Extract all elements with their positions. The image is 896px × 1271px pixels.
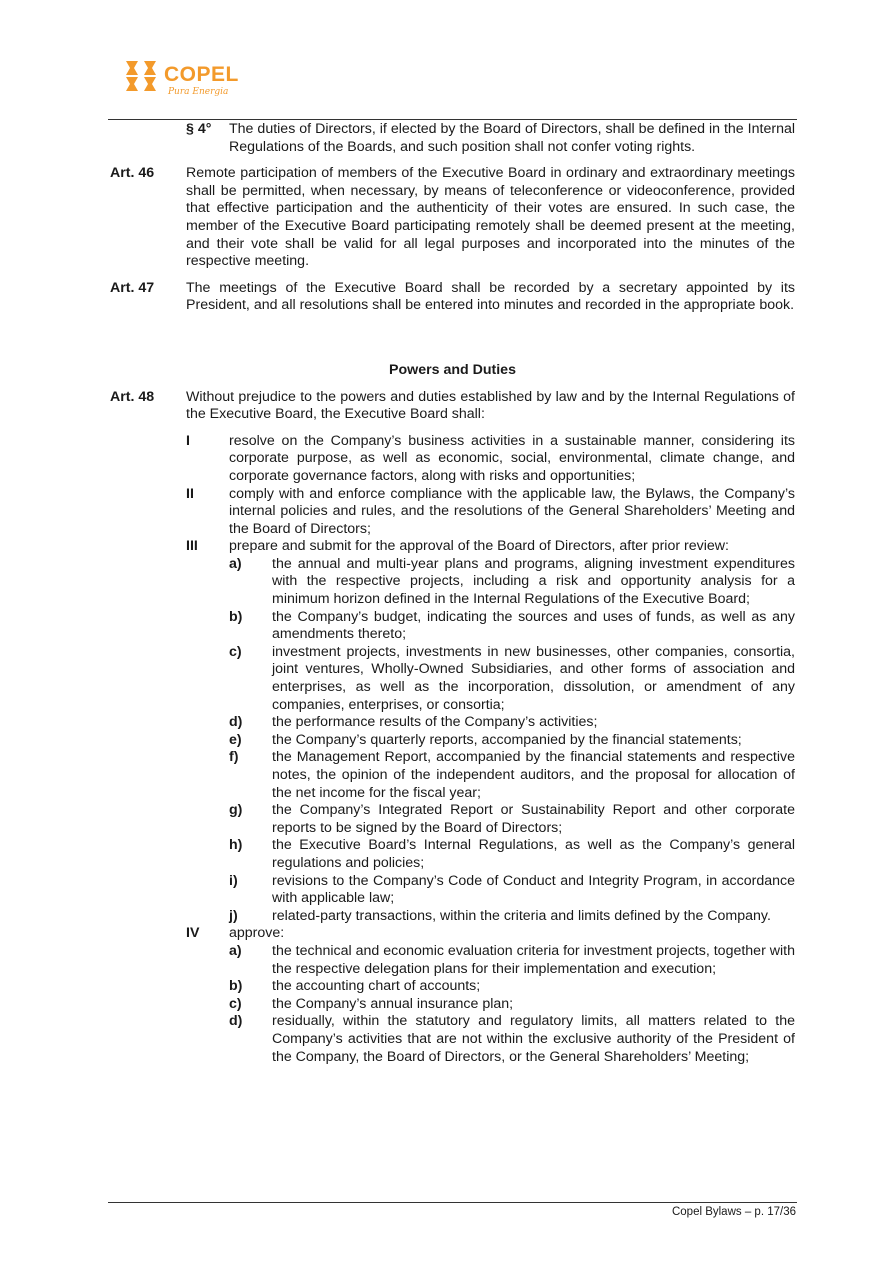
list-item-ii — [186, 486, 795, 539]
sub-item-text: residually, within the statutory and regulatory limits, all matters related to the Company’s activities that are not within the exclusive authority of the President of the Company, the Board of Directors, or the General Shareholders’ Meeting; — [272, 1013, 795, 1065]
item-text: comply with and enforce compliance with the applicable law, the Bylaws, the Company’s internal policies and rules, and the resolutions of the General Shareholders’ Meeting and the Board of Directors; — [229, 485, 795, 537]
sub-item-text: the Company’s quarterly reports, accompanied by the financial statements; — [272, 731, 742, 748]
article-47 — [110, 280, 795, 315]
paragraph-label: § 4° — [186, 121, 212, 137]
sub-item-text: the performance results of the Company’s activities; — [272, 714, 598, 731]
sub-item-text: investment projects, investments in new businesses, other companies, consortia, joint ventures, Wholly-Owned Subsidiaries, and other forms of association and enterprises, as well as the incorporation, dissolution, or amendment of any companies, enterprises, or consortia; — [272, 643, 795, 713]
sub-item-label: i) — [229, 872, 238, 889]
company-logo — [124, 57, 244, 101]
sub-item-label: j) — [229, 907, 238, 924]
sub-item-text: the technical and economic evaluation criteria for investment projects, together with the respective delegation plans for their implementation and execution; — [272, 942, 795, 977]
sub-item-text: the annual and multi-year plans and programs, aligning investment expenditures with the respective projects, including a risk and opportunity analysis for a minimum horizon defined in the Internal Regulations of the Executive Board; — [272, 555, 795, 608]
article-text: Remote participation of members of the Executive Board in ordinary and extraordinary meetings shall be permitted, when necessary, by means of teleconference or videoconference, provided that effective participation and the authenticity of their votes are ensured. In such case, the member of the Executive Board participating remotely shall be deemed present at the meeting, and their vote shall be valid for all legal purposes and incorporated into the minutes of the respective meeting. — [186, 165, 795, 270]
sub-item-label: h) — [229, 837, 243, 854]
sub-item-text: the Management Report, accompanied by the financial statements and respective notes, the opinion of the independent auditors, and the proposal for allocation of the net income for the fiscal year; — [272, 749, 795, 801]
item-label: I — [186, 432, 190, 449]
sub-item-label: e) — [229, 731, 242, 748]
sub-item-text: the Company’s Integrated Report or Sustainability Report and other corporate reports to be signed by the Board of Directors; — [272, 802, 795, 836]
sub-item-d — [229, 714, 795, 732]
article-label: Art. 48 — [110, 388, 155, 405]
item-label: IV — [186, 925, 200, 942]
list-item-iii — [186, 538, 795, 925]
article-label: Art. 46 — [110, 165, 155, 182]
sub-item-label: g) — [229, 802, 243, 819]
sub-item-text: the Executive Board’s Internal Regulations, as well as the Company’s general regulations and policies; — [272, 837, 795, 871]
item-text: approve: — [229, 925, 285, 942]
sub-item-h — [229, 837, 795, 872]
sub-item-a — [229, 943, 795, 978]
footer-divider — [108, 1202, 797, 1203]
header-divider — [108, 119, 797, 120]
paragraph-text: The duties of Directors, if elected by the Board of Directors, shall be defined in the Internal Regulations of the Boards, and such position shall not confer voting rights. — [229, 121, 795, 155]
sub-item-f — [229, 749, 795, 802]
sub-item-label: a) — [229, 942, 242, 959]
sub-item-text: the accounting chart of accounts; — [272, 978, 481, 995]
sub-item-c — [229, 644, 795, 714]
item-text: resolve on the Company’s business activities in a sustainable manner, considering its corporate purpose, as well as economic, social, environmental, climate change, and corporate governance factors, along with risks and opportunities; — [229, 432, 795, 484]
item-text: prepare and submit for the approval of the Board of Directors, after prior review: — [229, 538, 729, 555]
sub-item-label: d) — [229, 1013, 243, 1030]
sub-item-text: the Company’s annual insurance plan; — [272, 995, 514, 1012]
sub-item-label: a) — [229, 555, 242, 572]
sub-item-d — [229, 1013, 795, 1066]
sub-item-text: related-party transactions, within the criteria and limits defined by the Company. — [272, 907, 771, 924]
logo-wordmark: COPEL — [164, 63, 239, 86]
sub-item-a — [229, 556, 795, 609]
article-48-items — [186, 433, 795, 1066]
sub-item-c — [229, 996, 795, 1014]
document-body — [110, 121, 795, 1066]
item-content — [229, 538, 795, 925]
item-content — [229, 925, 795, 1066]
sub-item-j — [229, 908, 795, 926]
sub-item-label: b) — [229, 978, 243, 995]
article-48 — [110, 389, 795, 424]
article-text: Without prejudice to the powers and duties established by law and by the Internal Regulations of the Executive Board, the Executive Board shall: — [186, 388, 795, 423]
item-label: III — [186, 538, 198, 555]
list-item-iv — [186, 925, 795, 1066]
sub-item-label: f) — [229, 749, 239, 766]
page-footer: Copel Bylaws – p. 17/36 — [671, 1206, 796, 1218]
sub-item-label: c) — [229, 995, 242, 1012]
sub-item-label: d) — [229, 714, 243, 731]
sub-item-b — [229, 609, 795, 644]
paragraph-4 — [186, 121, 795, 156]
sub-item-text: the Company’s budget, indicating the sources and uses of funds, as well as any amendments thereto; — [272, 608, 795, 643]
item-label: II — [186, 485, 194, 502]
sub-item-e — [229, 732, 795, 750]
list-item-i — [186, 433, 795, 486]
sub-item-g — [229, 802, 795, 837]
article-text: The meetings of the Executive Board shall be recorded by a secretary appointed by its President, and all resolutions shall be entered into minutes and recorded in the appropriate book. — [186, 279, 795, 314]
sub-item-b — [229, 978, 795, 996]
section-title: Powers and Duties — [389, 361, 516, 378]
logo-tagline: Pura Energia — [168, 87, 229, 97]
article-46 — [110, 165, 795, 271]
sub-item-i — [229, 873, 795, 908]
article-label: Art. 47 — [110, 279, 155, 296]
copel-logo-icon — [124, 59, 158, 93]
sub-item-text: revisions to the Company’s Code of Conduct and Integrity Program, in accordance with applicable law; — [272, 872, 795, 907]
sub-item-label: b) — [229, 608, 243, 625]
sub-item-label: c) — [229, 643, 242, 660]
